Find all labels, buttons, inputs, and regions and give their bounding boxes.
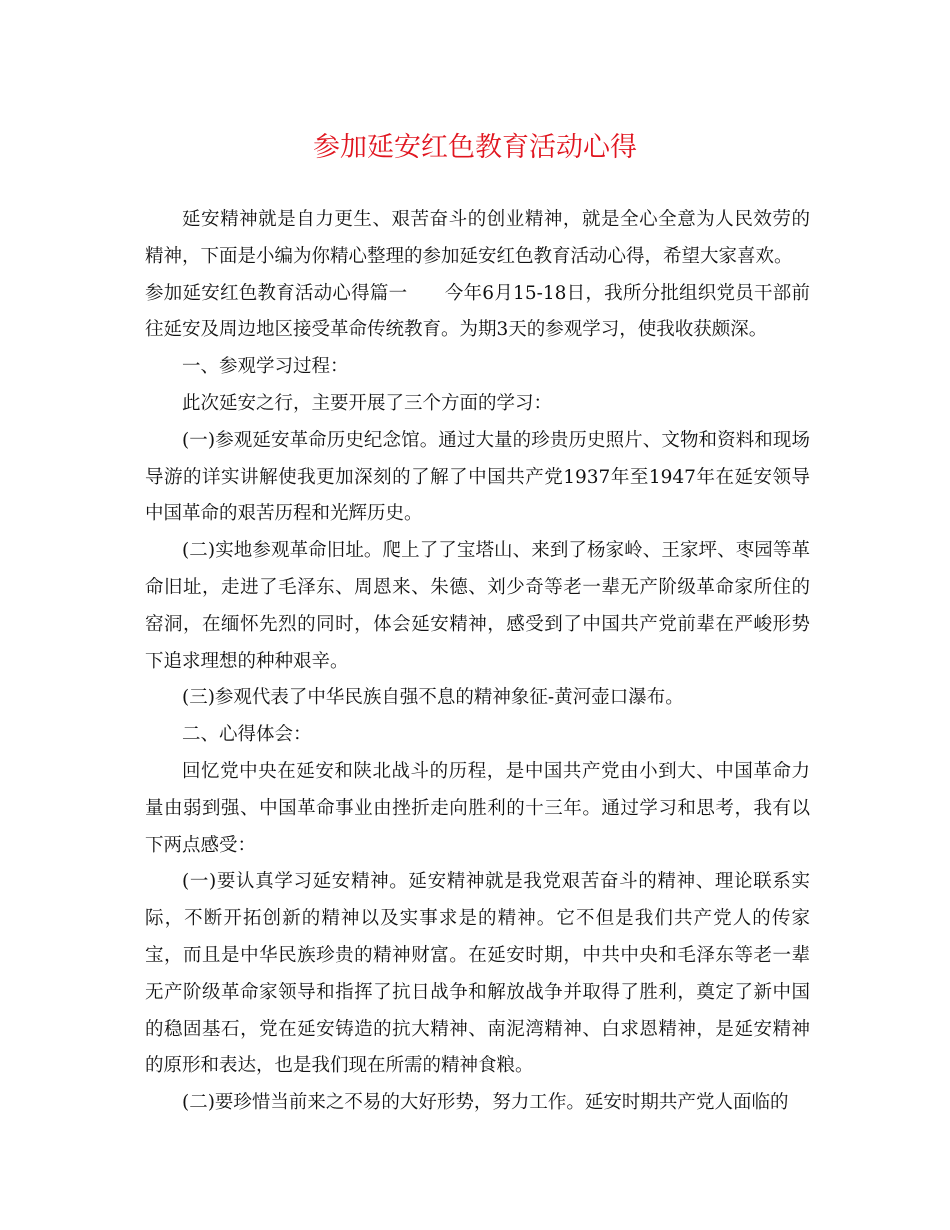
paragraph-cherish-situation: (二)要珍惜当前来之不易的大好形势，努力工作。延安时期共产党人面临的 [182, 1092, 789, 1114]
heading-process: 一、参观学习过程： [182, 356, 349, 378]
paragraph-article-one-start: 参加延安红色教育活动心得篇一 今年6月15-18日，我所分批组织党员干部前往延安及周边地区接受革命传统教育。为期3天的参观学习，使我收获颇深。 [145, 282, 810, 341]
document-body [145, 202, 810, 1122]
document-title: 参加延安红色教育活动心得 [313, 132, 637, 163]
paragraph-yanan-spirit: (一)要认真学习延安精神。延安精神就是我党艰苦奋斗的精神、理论联系实际，不断开拓创新的精神以及实事求是的精神。它不但是我们共产党人的传家宝，而且是中华民族珍贵的精神财富。在延安时期，中共中央和毛泽东等老一辈无产阶级革命家领导和指挥了抗日战争和解放战争并取得了胜利，奠定了新中国的稳固基石，党在延安铸造的抗大精神、南泥湾精神、白求恩精神，是延安精神的原形和表达，也是我们现在所需的精神食粮。 [145, 871, 810, 1077]
heading-experience: 二、心得体会： [182, 724, 312, 746]
paragraph-memorial-hall: (一)参观延安革命历史纪念馆。通过大量的珍贵历史照片、文物和资料和现场导游的详实讲解使我更加深刻的了解了中国共产党1937年至1947年在延安领导中国革命的艰苦历程和光辉历史。 [145, 429, 810, 525]
paragraph-three-aspects: 此次延安之行，主要开展了三个方面的学习： [182, 392, 553, 414]
paragraph-revolutionary-sites: (二)实地参观革命旧址。爬上了了宝塔山、来到了杨家岭、王家坪、枣园等革命旧址，走进了毛泽东、周恩来、朱德、刘少奇等老一辈无产阶级革命家所住的窑洞，在缅怀先烈的同时，体会延安精神，感受到了中国共产党前辈在严峻形势下追求理想的种种艰辛。 [145, 540, 810, 672]
paragraph-recollection: 回忆党中央在延安和陕北战斗的历程，是中国共产党由小到大、中国革命力量由弱到强、中国革命事业由挫折走向胜利的十三年。通过学习和思考，我有以下两点感受： [145, 760, 810, 856]
paragraph-intro: 延安精神就是自力更生、艰苦奋斗的创业精神，就是全心全意为人民效劳的精神，下面是小编为你精心整理的参加延安红色教育活动心得，希望大家喜欢。 [145, 209, 810, 267]
paragraph-hukou-waterfall: (三)参观代表了中华民族自强不息的精神象征-黄河壶口瀑布。 [182, 687, 684, 709]
